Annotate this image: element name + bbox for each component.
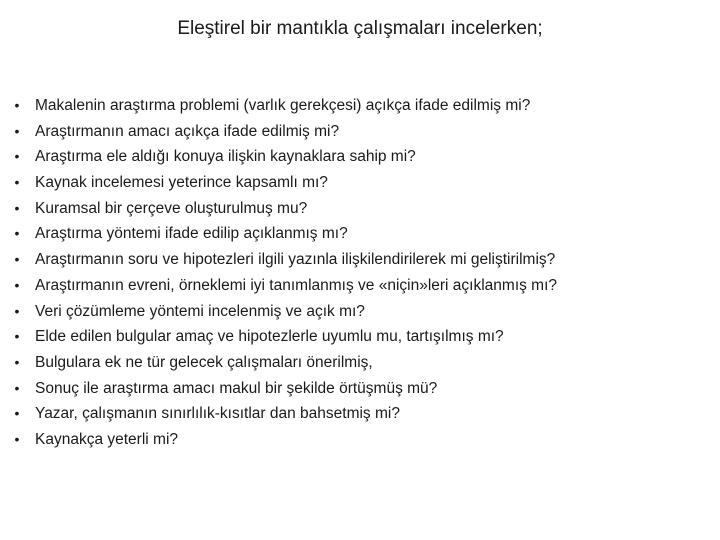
bullet-icon: •	[14, 225, 20, 242]
list-item-text: Makalenin araştırma problemi (varlık gerekçesi) açıkça ifade edilmiş mi?	[35, 97, 531, 114]
list-item	[0, 299, 720, 325]
bullet-icon: •	[14, 251, 20, 268]
list-item-text: Araştırma yöntemi ifade edilip açıklanmış mı?	[35, 225, 348, 243]
list-item	[0, 93, 720, 119]
list-item-text: Kuramsal bir çerçeve oluşturulmuş mu?	[35, 199, 308, 217]
bullet-icon: •	[14, 199, 20, 216]
bullet-icon: •	[14, 122, 20, 139]
list-item-text: Veri çözümleme yöntemi incelenmiş ve açık mı?	[35, 302, 365, 320]
bullet-icon: •	[14, 379, 20, 396]
list-item-text: Bulgulara ek ne tür gelecek çalışmaları önerilmiş,	[35, 353, 373, 371]
list-item	[0, 376, 720, 402]
list-item-text: Araştırmanın soru ve hipotezleri ilgili yazınla ilişkilendirilerek mi geliştirilmiş?	[35, 251, 556, 269]
list-item	[0, 427, 720, 453]
list-item-text: Araştırma ele aldığı konuya ilişkin kaynaklara sahip mi?	[35, 148, 416, 166]
bullet-icon: •	[14, 276, 20, 293]
list-item	[0, 350, 720, 376]
bullet-icon: •	[14, 302, 20, 319]
bullet-icon: •	[14, 430, 20, 447]
bullet-icon: •	[14, 405, 20, 422]
bullet-list	[0, 93, 720, 453]
list-item	[0, 221, 720, 247]
slide-title: Eleştirel bir mantıkla çalışmaları incelerken;	[177, 18, 543, 39]
list-item-text: Kaynak incelemesi yeterince kapsamlı mı?	[35, 174, 328, 192]
list-item-text: Araştırmanın evreni, örneklemi iyi tanımlanmış ve «niçin»leri açıklanmış mı?	[35, 276, 558, 294]
bullet-icon: •	[14, 148, 20, 165]
bullet-icon: •	[14, 174, 20, 191]
list-item-text: Kaynakça yeterli mi?	[35, 430, 179, 448]
list-item-text: Elde edilen bulgular amaç ve hipotezlerle uyumlu mu, tartışılmış mı?	[35, 328, 504, 346]
list-item	[0, 247, 720, 273]
list-item-text: Araştırmanın amacı açıkça ifade edilmiş mi?	[35, 122, 340, 140]
list-item	[0, 273, 720, 299]
bullet-icon: •	[14, 328, 20, 345]
list-item	[0, 119, 720, 145]
list-item	[0, 144, 720, 170]
list-item	[0, 401, 720, 427]
list-item	[0, 170, 720, 196]
list-item-text: Sonuç ile araştırma amacı makul bir şekilde örtüşmüş mü?	[35, 379, 438, 397]
list-item	[0, 196, 720, 222]
list-item	[0, 324, 720, 350]
bullet-icon: •	[14, 353, 20, 370]
list-item-text: Yazar, çalışmanın sınırlılık-kısıtlar dan bahsetmiş mi?	[35, 405, 400, 423]
bullet-icon: •	[14, 97, 20, 113]
